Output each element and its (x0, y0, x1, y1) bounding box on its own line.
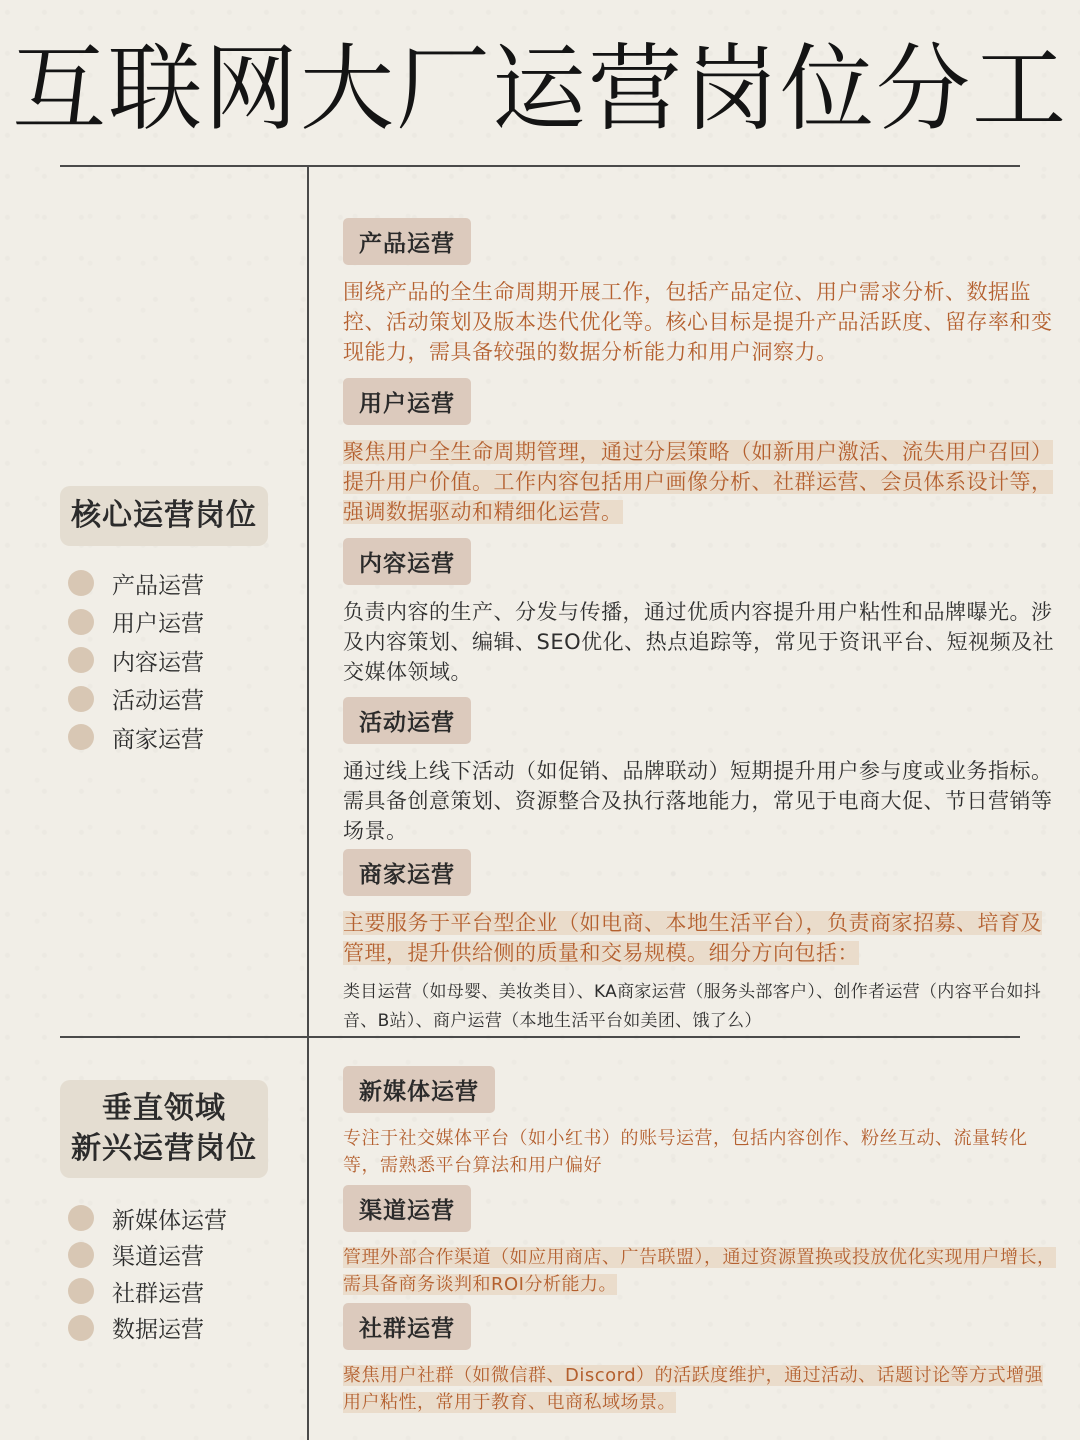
section-description: 聚焦用户社群（如微信群、Discord）的活跃度维护，通过活动、话题讨论等方式增强用户粘性，常用于教育、电商私域场景。 (343, 1365, 1044, 1413)
list-item: 商家运营 (68, 718, 204, 757)
bullet-dot-icon (68, 1242, 94, 1268)
section-label: 社群运营 (343, 1303, 471, 1350)
group-divider (60, 1036, 1020, 1038)
vertical-roles-list (68, 1200, 227, 1346)
list-item: 新媒体运营 (68, 1200, 227, 1237)
section-description: 专注于社交媒体平台（如小红书）的账号运营，包括内容创作、粉丝互动、流量转化等，需熟悉平台算法和用户偏好 (343, 1128, 1028, 1176)
bullet-dot-icon (68, 1205, 94, 1231)
list-item: 活动运营 (68, 680, 204, 719)
category-title-line-2: 新兴运营岗位 (71, 1131, 257, 1166)
section-label: 渠道运营 (343, 1185, 471, 1232)
bullet-dot-icon (68, 647, 94, 673)
bullet-dot-icon (68, 570, 94, 596)
section-channel-ops (343, 1185, 1058, 1298)
section-description: 通过线上线下活动（如促销、品牌联动）短期提升用户参与度或业务指标。需具备创意策划、资源整合及执行落地能力，常见于电商大促、节日营销等场景。 (343, 759, 1053, 843)
page-title: 互联网大厂运营岗位分工 (11, 35, 1068, 144)
section-label: 商家运营 (343, 849, 471, 896)
list-item: 数据运营 (68, 1310, 227, 1347)
section-community-ops (343, 1303, 1058, 1416)
section-content-ops (343, 538, 1058, 687)
section-label: 活动运营 (343, 697, 471, 744)
section-subdescription: 类目运营（如母婴、美妆类目）、KA商家运营（服务头部客户）、创作者运营（内容平台如抖音、B站）、商户运营（本地生活平台如美团、饿了么） (343, 982, 1042, 1031)
category-core-roles (60, 486, 268, 546)
list-item: 内容运营 (68, 641, 204, 680)
bullet-dot-icon (68, 609, 94, 635)
list-item: 产品运营 (68, 564, 204, 603)
section-label: 用户运营 (343, 378, 471, 425)
section-user-ops (343, 378, 1058, 527)
bullet-dot-icon (68, 1315, 94, 1341)
section-newmedia-ops (343, 1066, 1058, 1179)
section-description: 管理外部合作渠道（如应用商店、广告联盟），通过资源置换或投放优化实现用户增长，需具备商务谈判和ROI分析能力。 (343, 1247, 1056, 1295)
category-title-line-1: 垂直领域 (102, 1090, 226, 1126)
bullet-dot-icon (68, 724, 94, 750)
list-item: 用户运营 (68, 603, 204, 642)
category-vertical-roles (60, 1080, 268, 1178)
bullet-dot-icon (68, 1278, 94, 1304)
section-description: 围绕产品的全生命周期开展工作，包括产品定位、用户需求分析、数据监控、活动策划及版本迭代优化等。核心目标是提升产品活跃度、留存率和变现能力，需具备较强的数据分析能力和用户洞察力。 (343, 280, 1053, 364)
section-product-ops (343, 218, 1058, 367)
list-item: 社群运营 (68, 1273, 227, 1310)
section-label: 新媒体运营 (343, 1066, 495, 1113)
section-description: 主要服务于平台型企业（如电商、本地生活平台），负责商家招募、培育及管理，提升供给侧的质量和交易规模。细分方向包括： (343, 911, 1042, 965)
list-item: 渠道运营 (68, 1237, 227, 1274)
section-event-ops (343, 697, 1058, 846)
title-divider (60, 165, 1020, 167)
section-merchant-ops (343, 849, 1058, 1036)
section-label: 内容运营 (343, 538, 471, 585)
column-divider (307, 166, 309, 1440)
section-description: 聚焦用户全生命周期管理，通过分层策略（如新用户激活、流失用户召回）提升用户价值。工作内容包括用户画像分析、社群运营、会员体系设计等，强调数据驱动和精细化运营。 (343, 440, 1053, 524)
category-title: 核心运营岗位 (71, 497, 257, 533)
section-description: 负责内容的生产、分发与传播，通过优质内容提升用户粘性和品牌曝光。涉及内容策划、编辑、SEO优化、热点追踪等，常见于资讯平台、短视频及社交媒体领域。 (343, 600, 1055, 684)
core-roles-list (68, 564, 204, 757)
bullet-dot-icon (68, 686, 94, 712)
section-label: 产品运营 (343, 218, 471, 265)
